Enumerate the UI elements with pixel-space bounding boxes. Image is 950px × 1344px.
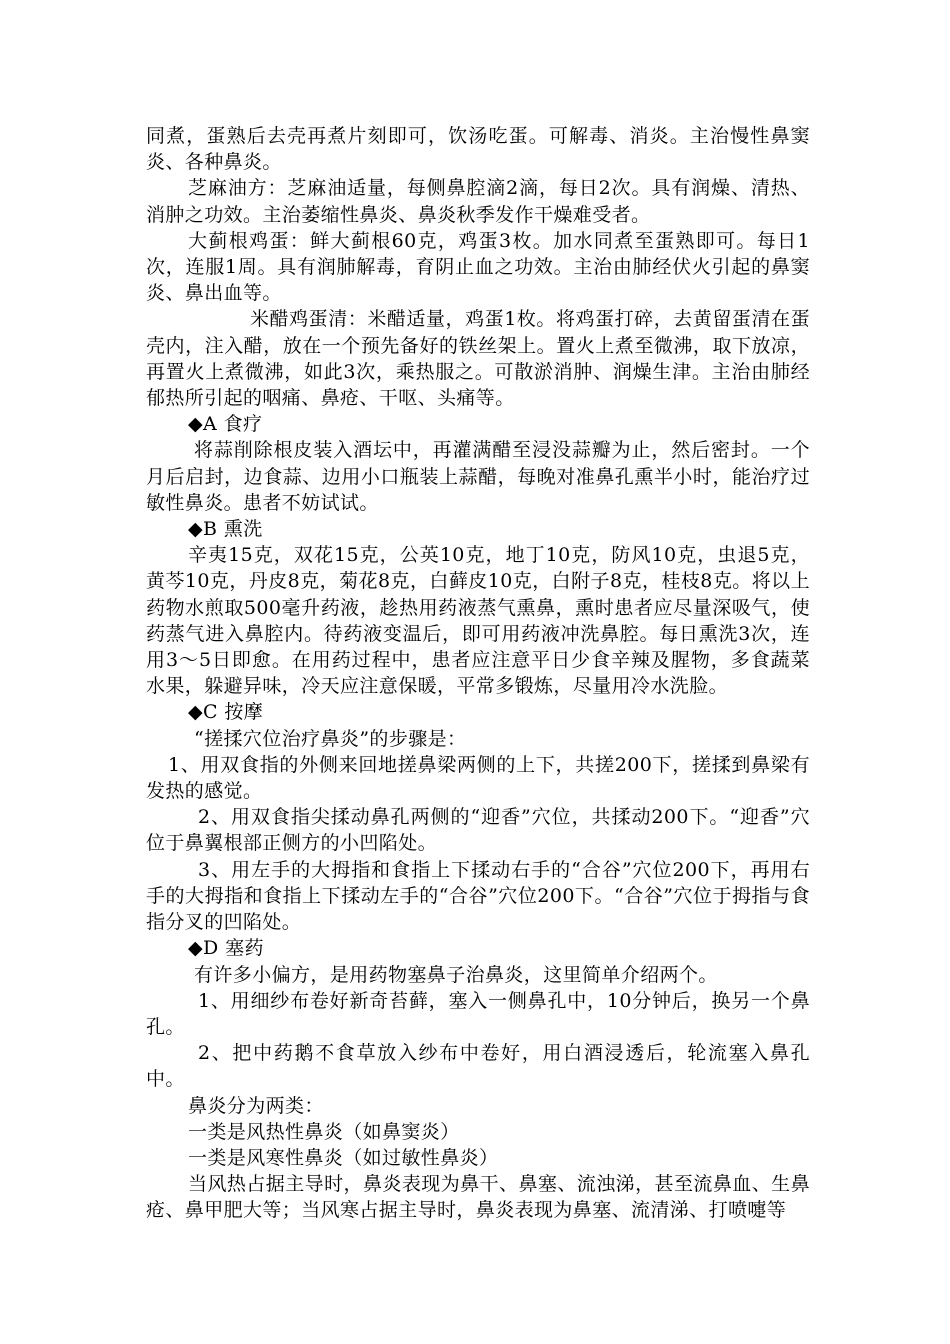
- paragraph-plug-method-2: 2、把中药鹅不食草放入纱布中卷好，用白酒浸透后，轮流塞入鼻孔中。: [146, 1042, 810, 1091]
- paragraph-wind-cold-type: 一类是风寒性鼻炎（如过敏性鼻炎）: [188, 1146, 499, 1169]
- paragraph-massage-step-1: 1、用双食指的外侧来回地搓鼻梁两侧的上下，共搓200下，搓揉到鼻梁有发热的感觉。: [146, 753, 810, 803]
- paragraph-rhinitis-types: 鼻炎分为两类：: [188, 1094, 324, 1117]
- paragraph-massage-step-3: 3、用左手的大拇指和食指上下揉动右手的“合谷”穴位200下，再用右手的大拇指和食指上下揉动左手的“合谷”穴位200下。“合谷”穴位于拇指与食指分叉的凹陷处。: [146, 858, 810, 934]
- paragraph-egg-soup: 同煮，蛋熟后去壳再煮片刻即可，饮汤吃蛋。可解毒、消炎。主治慢性鼻窦炎、各种鼻炎。: [146, 125, 810, 174]
- paragraph-massage-step-2: 2、用双食指尖揉动鼻孔两侧的“迎香”穴位，共揉动200下。“迎香”穴位于鼻翼根部正侧方的小凹陷处。: [146, 806, 810, 855]
- paragraph-massage-intro: “搓揉穴位治疗鼻炎”的步骤是：: [194, 727, 467, 750]
- paragraph-wind-heat-type: 一类是风热性鼻炎（如鼻窦炎）: [188, 1120, 460, 1143]
- document-page: [146, 123, 810, 1224]
- heading-nasal-plug: ◆D 塞药: [188, 937, 264, 960]
- heading-massage: ◆C 按摩: [188, 701, 264, 724]
- paragraph-sesame-oil: 芝麻油方：芝麻油适量，每侧鼻腔滴2滴，每日2次。具有润燥、清热、消肿之功效。主治萎缩性鼻炎、鼻炎秋季发作干燥难受者。: [146, 177, 810, 226]
- heading-fumigation: ◆B 熏洗: [188, 518, 263, 541]
- paragraph-garlic-vinegar: 将蒜削除根皮装入酒坛中，再灌满醋至浸没蒜瓣为止，然后密封。一个月后启封，边食蒜、边用小口瓶装上蒜醋，每晚对准鼻孔熏半小时，能治疗过敏性鼻炎。患者不妨试试。: [146, 439, 810, 514]
- paragraph-symptoms: 当风热占据主导时，鼻炎表现为鼻干、鼻塞、流浊涕，甚至流鼻血、生鼻疮、鼻甲肥大等；当风寒占据主导时，鼻炎表现为鼻塞、流清涕、打喷嚏等: [146, 1173, 810, 1222]
- paragraph-vinegar-egg-white: 米醋鸡蛋清：米醋适量，鸡蛋1枚。将鸡蛋打碎，去黄留蛋清在蛋壳内，注入醋，放在一个预先备好的铁丝架上。置火上煮至微沸，取下放凉，再置火上煮微沸，如此3次，乘热服之。可散淤消肿、润燥生津。主治由肺经郁热所引起的咽痛、鼻疮、干呕、头痛等。: [146, 308, 810, 410]
- paragraph-plug-method-1: 1、用细纱布卷好新奇苔藓，塞入一侧鼻孔中，10分钟后，换另一个鼻孔。: [146, 989, 810, 1038]
- paragraph-herbal-fumigation: 辛夷15克，双花15克，公英10克，地丁10克，防风10克，虫退5克，黄芩10克，丹皮8克，菊花8克，白藓皮10克，白附子8克，桂枝8克。将以上药物水煎取500毫升药液，趁热用药液蒸气熏鼻，熏时患者应尽量深吸气，使药蒸气进入鼻腔内。待药液变温后，即可用药液冲洗鼻腔。每日熏洗3次，连用3～5日即愈。在用药过程中，患者应注意平日少食辛辣及腥物，多食蔬菜水果，躲避异味，冷天应注意保暖，平常多锻炼，尽量用冷水洗脸。: [146, 544, 810, 698]
- heading-diet-therapy: ◆A 食疗: [188, 413, 263, 436]
- paragraph-thistle-root-egg: 大蓟根鸡蛋：鲜大蓟根60克，鸡蛋3枚。加水同煮至蛋熟即可。每日1次，连服1周。具有润肺解毒，育阴止血之功效。主治由肺经伏火引起的鼻窦炎、鼻出血等。: [146, 229, 810, 305]
- paragraph-plug-intro: 有许多小偏方，是用药物塞鼻子治鼻炎，这里简单介绍两个。: [194, 963, 718, 986]
